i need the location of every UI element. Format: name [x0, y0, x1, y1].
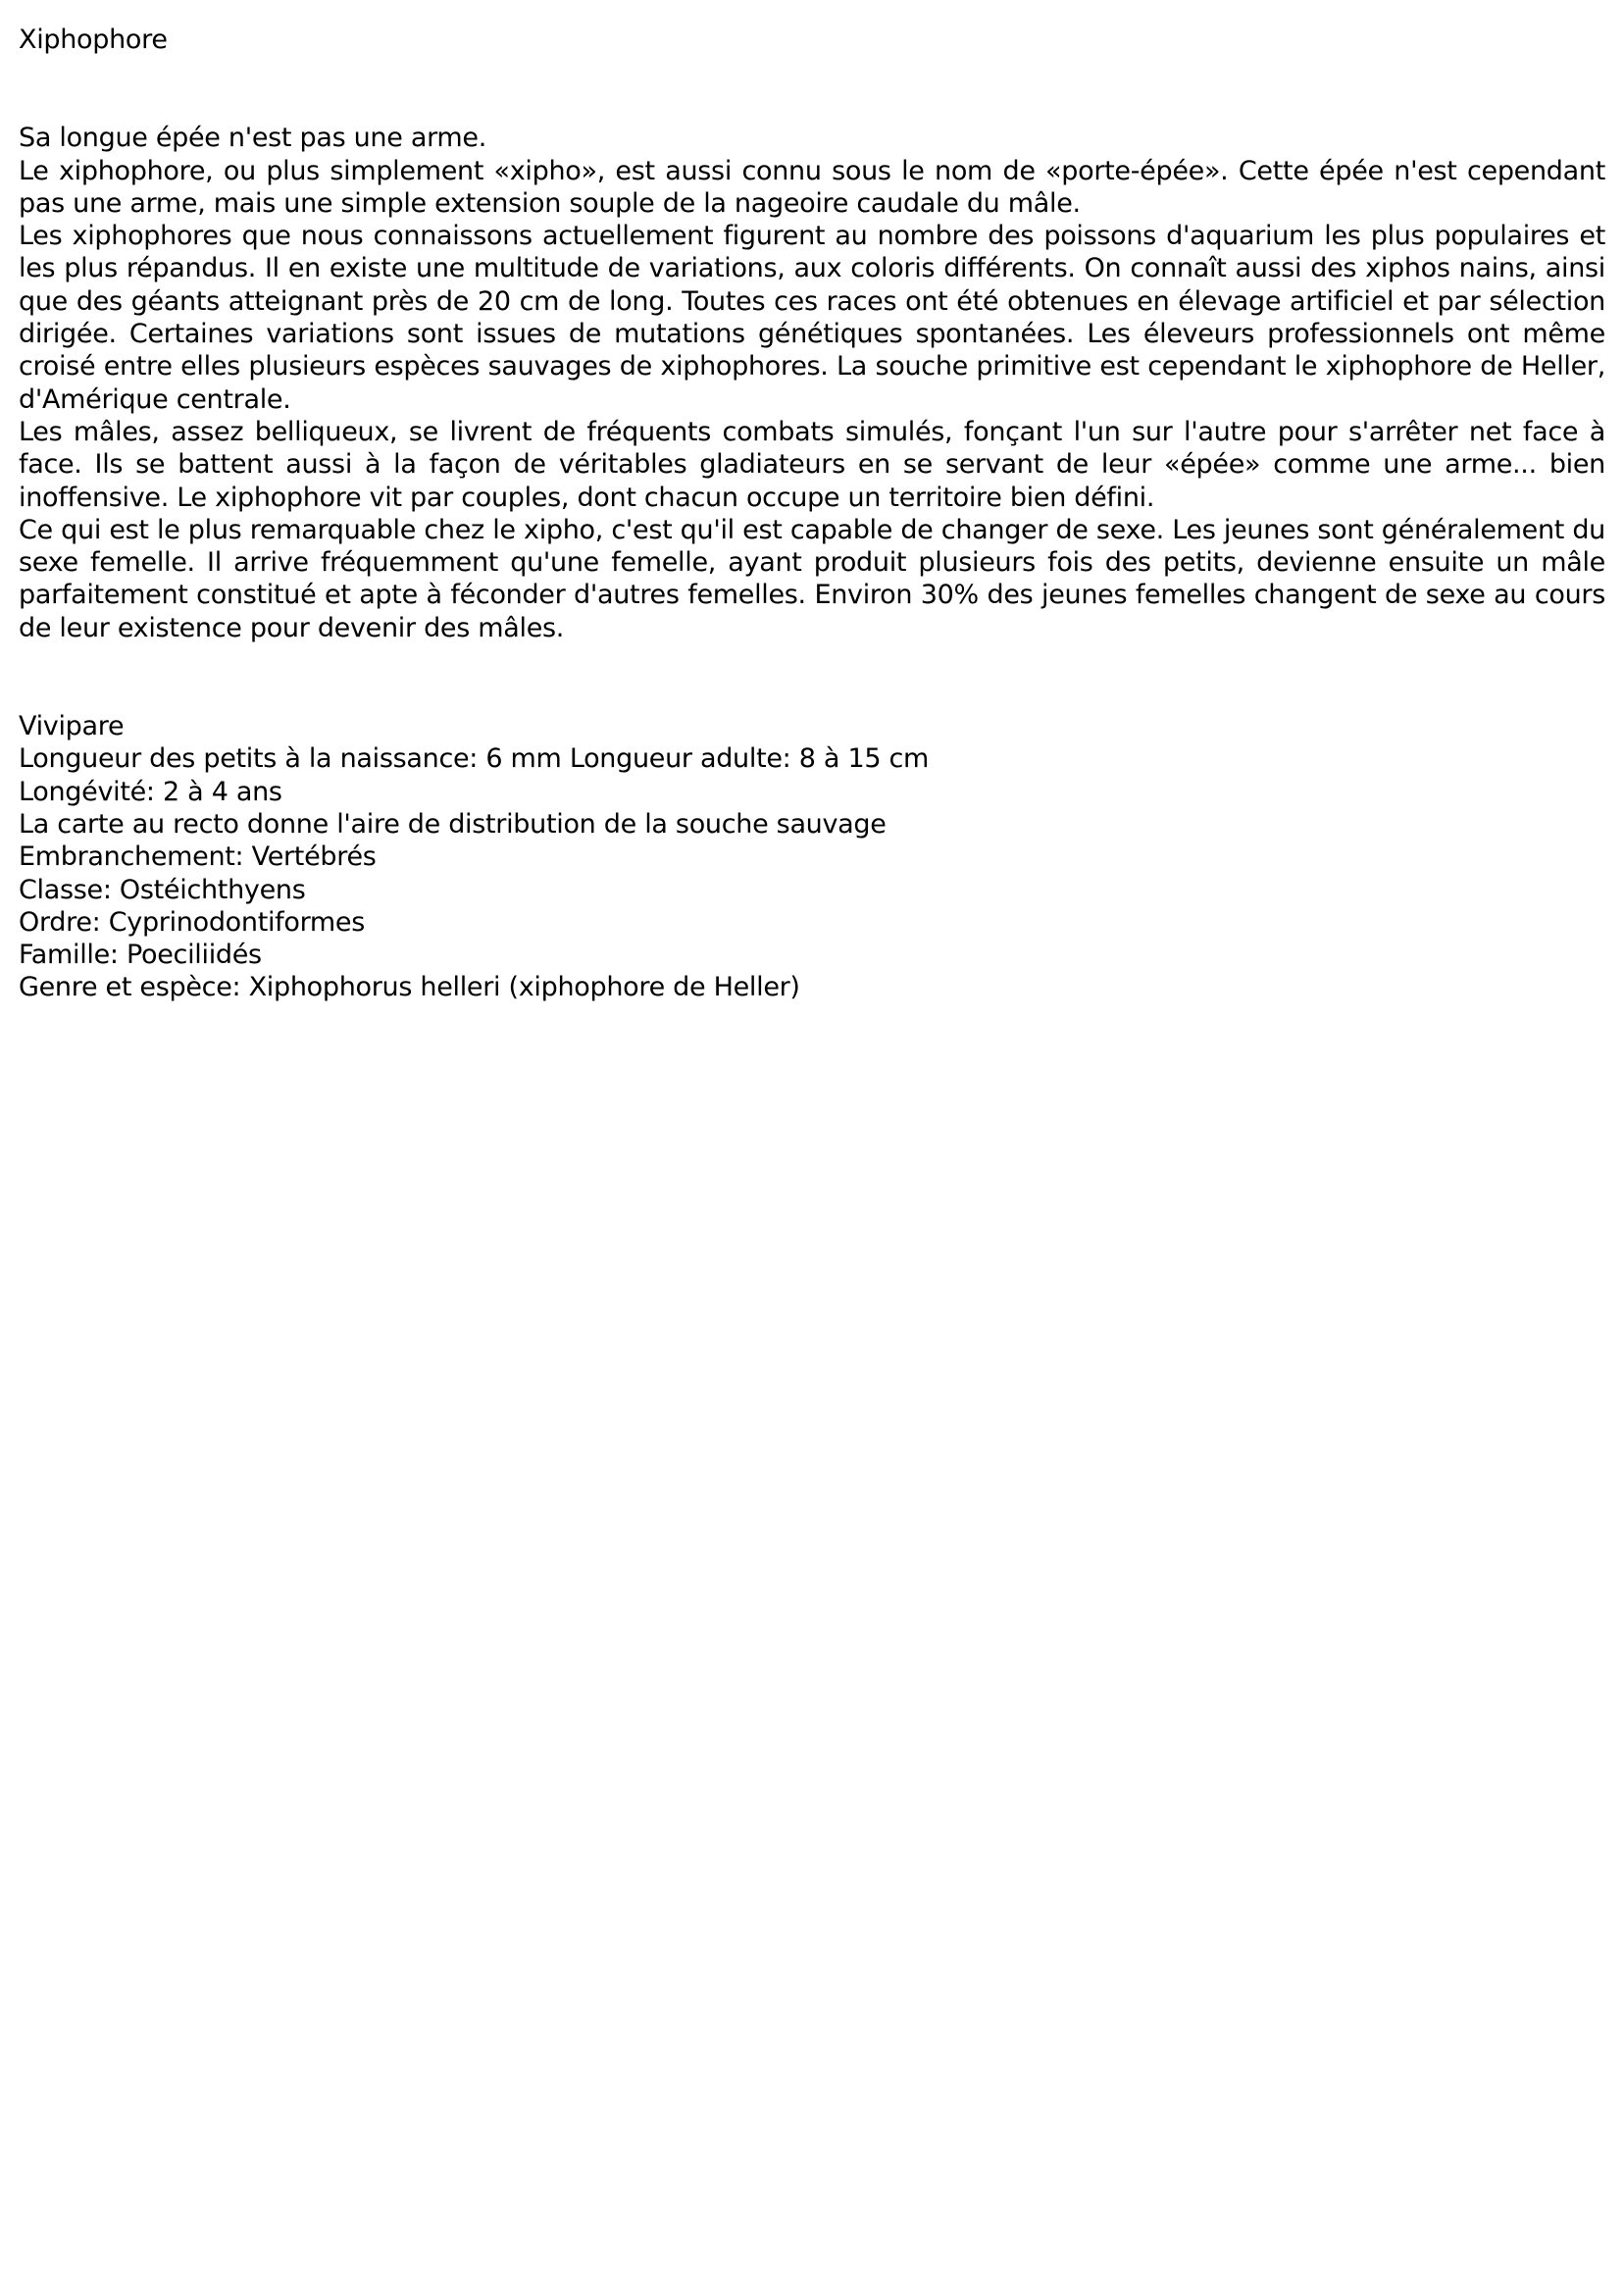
fact-map-note: La carte au recto donne l'aire de distribution de la souche sauvage: [19, 808, 887, 840]
paragraph-behaviour: Les mâles, assez belliqueux, se livrent de fréquents combats simulés, fonçant l'un sur l'autre pour s'arrêter net face à face. Ils se battent aussi à la façon de véritables gladiateurs en se servant de leur «épée» comme une arme... bien inoffensive. Le xiphophore vit par couples, dont chacun occupe un territoire bien défini.: [19, 416, 1605, 513]
fact-reproduction: Vivipare: [19, 711, 125, 742]
paragraph-varieties: Les xiphophores que nous connaissons actuellement figurent au nombre des poissons d'aquarium les plus populaires et les plus répandus. Il en existe une multitude de variations, aux coloris différents. On connaît aussi des xiphos nains, ainsi que des géants atteignant près de 20 cm de long. Toutes ces races ont été obtenues en élevage artificiel et par sélection dirigée. Certaines variations sont issues de mutations génétiques spontanées. Les éleveurs professionnels ont même croisé entre elles plusieurs espèces sauvages de xiphophores. La souche primitive est cependant le xiphophore de Heller, d'Amérique centrale.: [19, 221, 1605, 415]
paragraph-description: Le xiphophore, ou plus simplement «xipho», est aussi connu sous le nom de «porte-épée». Cette épée n'est cependant pas une arme, mais une simple extension souple de la nageoire caudale du mâle.: [19, 155, 1605, 219]
lead-sentence: Sa longue épée n'est pas une arme.: [19, 123, 487, 154]
fact-phylum: Embranchement: Vertébrés: [19, 841, 377, 873]
paragraph-sex-change: Ce qui est le plus remarquable chez le xipho, c'est qu'il est capable de changer de sexe. Les jeunes sont généralement du sexe femelle. Il arrive fréquemment qu'une femelle, ayant produit plusieurs fois des petits, devienne ensuite un mâle parfaitement constitué et apte à féconder d'autres femelles. Environ 30% des jeunes femelles changent de sexe au cours de leur existence pour devenir des mâles.: [19, 514, 1605, 643]
document-title: Xiphophore: [19, 25, 168, 55]
facts-list: [19, 710, 1605, 1004]
fact-class: Classe: Ostéichthyens: [19, 874, 306, 905]
document-body: [19, 122, 1605, 644]
document-page: [19, 24, 1605, 1004]
fact-order: Ordre: Cyprinodontiformes: [19, 906, 366, 938]
fact-length: Longueur des petits à la naissance: 6 mm Longueur adulte: 8 à 15 cm: [19, 743, 930, 775]
fact-species: Genre et espèce: Xiphophorus helleri (xiphophore de Heller): [19, 972, 800, 1003]
fact-longevity: Longévité: 2 à 4 ans: [19, 776, 282, 807]
fact-family: Famille: Poeciliidés: [19, 940, 262, 971]
